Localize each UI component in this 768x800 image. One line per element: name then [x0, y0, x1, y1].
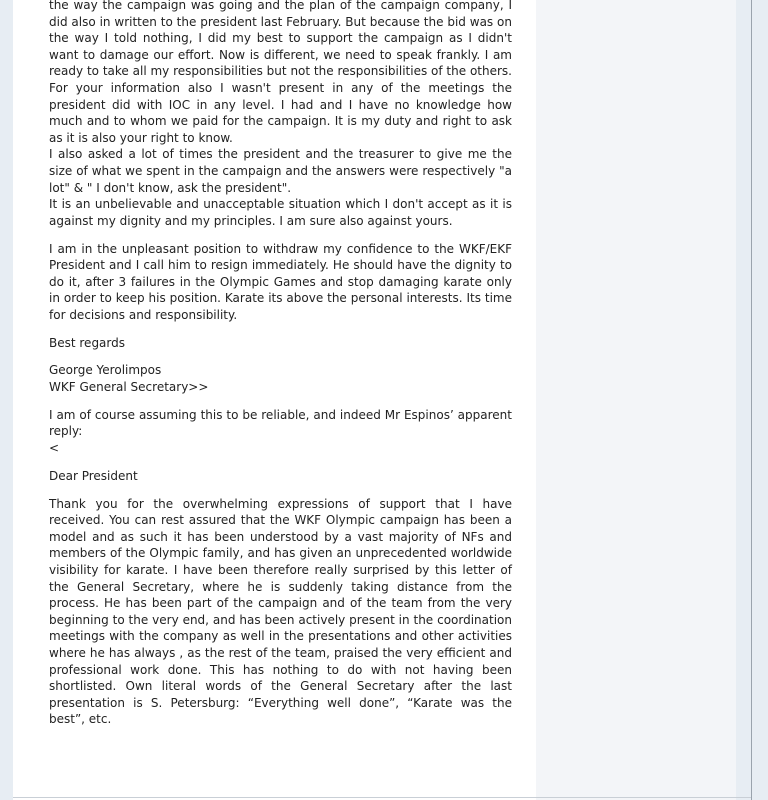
- text-line: Best regards: [49, 335, 126, 350]
- text-line: I am in the unpleasant position to withdraw my confidence to the WKF/EKF President and I call him to resign immediately. He should have the dignity to do it, after 3 failures in the Olympic Games and stop damaging karate only in order to keep his position. Karate its above the personal interests. Its time for decisions and responsibility.: [49, 241, 512, 322]
- paragraph-reply: [49, 496, 512, 728]
- text-line: the way the campaign was going and the plan of the campaign company, I did also in written to the president last February. But because the bid was on the way I told nothing, I did my best to support the campaign as I didn't want to damage our effort. Now is different, we need to speak frankly. I am ready to take all my responsibilities but not the responsibilities of the others. For your information also I wasn't present in any of the meetings the president did with IOC in any level. I had and I have no knowledge how much and to whom we paid for the campaign. It is my duty and right to ask as it is also your right to know.: [49, 0, 512, 145]
- text-line: I am of course assuming this to be reliable, and indeed Mr Espinos’ apparent reply:: [49, 407, 512, 439]
- signature-name: George Yerolimpos: [49, 363, 162, 378]
- content-panel: [13, 0, 536, 800]
- paragraph-campaign-concerns: [49, 0, 512, 229]
- text-line: It is an unbelievable and unacceptable situation which I don't accept as it is against my dignity and my principles. I am sure also against yours.: [49, 197, 512, 228]
- paragraph-commentary: [49, 407, 512, 457]
- signature-block: [49, 362, 512, 395]
- paragraph-salutation: [49, 468, 512, 485]
- page-border-line: [751, 0, 752, 800]
- text-line: Dear President: [49, 468, 138, 483]
- bottom-border-line: [13, 797, 751, 798]
- paragraph-withdraw-confidence: [49, 241, 512, 324]
- text-line: Thank you for the overwhelming expressions of support that I have received. You can rest assured that the WKF Olympic campaign has been a model and as such it has been understood by a vast majority of NFs and members of the Olympic family, and has given an unprecedented worldwide visibility for karate. I have been therefore really surprised by this letter of the General Secretary, where he is suddenly taking distance from the process. He has been part of the campaign and of the team from the very beginning to the very end, and has been actively present in the coordination meetings with the company as well in the presentations and other activities where he has always , as the rest of the team, praised the very efficient and professional work done. This has nothing to do with not having been shortlisted. Own literal words of the General Secretary after the last presentation is S. Petersburg: “Everything well done”, “Karate was the best”, etc.: [49, 496, 512, 727]
- article-body: [49, 0, 512, 728]
- right-background: [736, 0, 768, 800]
- quote-marker: <: [49, 441, 60, 455]
- left-background: [0, 0, 13, 800]
- right-sidebar: [536, 0, 736, 800]
- text-line: I also asked a lot of times the president and the treasurer to give me the size of what we spent in the campaign and the answers were respectively "a lot" & " I don't know, ask the president".: [49, 147, 512, 195]
- paragraph-closing: [49, 335, 512, 352]
- signature-title: WKF General Secretary>>: [49, 380, 209, 395]
